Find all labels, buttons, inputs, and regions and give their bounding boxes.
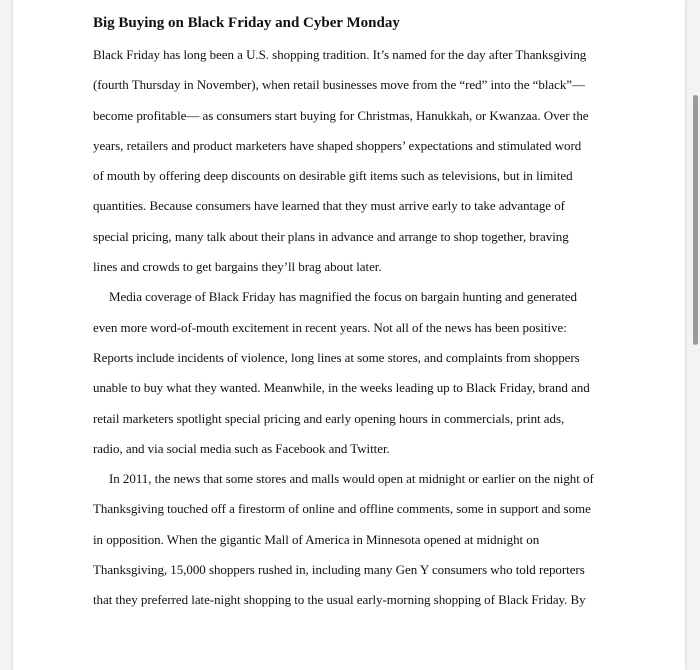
paragraph-line: become profitable— as consumers start buying for Christmas, Hanukkah, or Kwanzaa. Over the — [93, 107, 589, 123]
paragraph-line: in opposition. When the gigantic Mall of America in Minnesota opened at midnight on — [93, 531, 540, 547]
document-page — [13, 0, 685, 670]
paragraph-line: Thanksgiving touched off a firestorm of online and offline comments, some in support and some — [93, 501, 591, 517]
vertical-scrollbar[interactable] — [693, 95, 698, 345]
paragraph-line: Media coverage of Black Friday has magnified the focus on bargain hunting and generated — [109, 289, 577, 305]
paragraph-line: Thanksgiving, 15,000 shoppers rushed in, including many Gen Y consumers who told reporters — [93, 562, 585, 578]
paragraph-line: Reports include incidents of violence, long lines at some stores, and complaints from shoppers — [93, 349, 580, 365]
paragraph-line: unable to buy what they wanted. Meanwhile, in the weeks leading up to Black Friday, brand and — [93, 380, 590, 396]
paragraph-line: years, retailers and product marketers have shaped shoppers’ expectations and stimulated word — [93, 137, 582, 153]
paragraph-line: even more word-of-mouth excitement in recent years. Not all of the news has been positive: — [93, 319, 567, 335]
paragraph-line: Black Friday has long been a U.S. shopping tradition. It’s named for the day after Thanksgiving — [93, 47, 587, 62]
paragraph-line: retail marketers spotlight special pricing and early opening hours in commercials, print ads, — [93, 410, 565, 426]
paragraph-line: In 2011, the news that some stores and malls would open at midnight or earlier on the night of — [109, 471, 594, 487]
paragraph-line: (fourth Thursday in November), when retail businesses move from the “red” into the “black”— — [93, 77, 585, 93]
document-title: Big Buying on Black Friday and Cyber Monday — [93, 15, 400, 31]
paragraph-line: that they preferred late-night shopping to the usual early-morning shopping of Black Friday. By — [93, 592, 586, 608]
paragraph-line: special pricing, many talk about their plans in advance and arrange to shop together, braving — [93, 228, 569, 244]
paragraph-line: radio, and via social media such as Facebook and Twitter. — [93, 440, 390, 456]
document-content — [93, 10, 618, 616]
paragraph-line: quantities. Because consumers have learned that they must arrive early to take advantage of — [93, 198, 565, 214]
paragraph-line: lines and crowds to get bargains they’ll brag about later. — [93, 259, 382, 275]
paragraph-line: of mouth by offering deep discounts on desirable gift items such as televisions, but in limited — [93, 168, 573, 184]
